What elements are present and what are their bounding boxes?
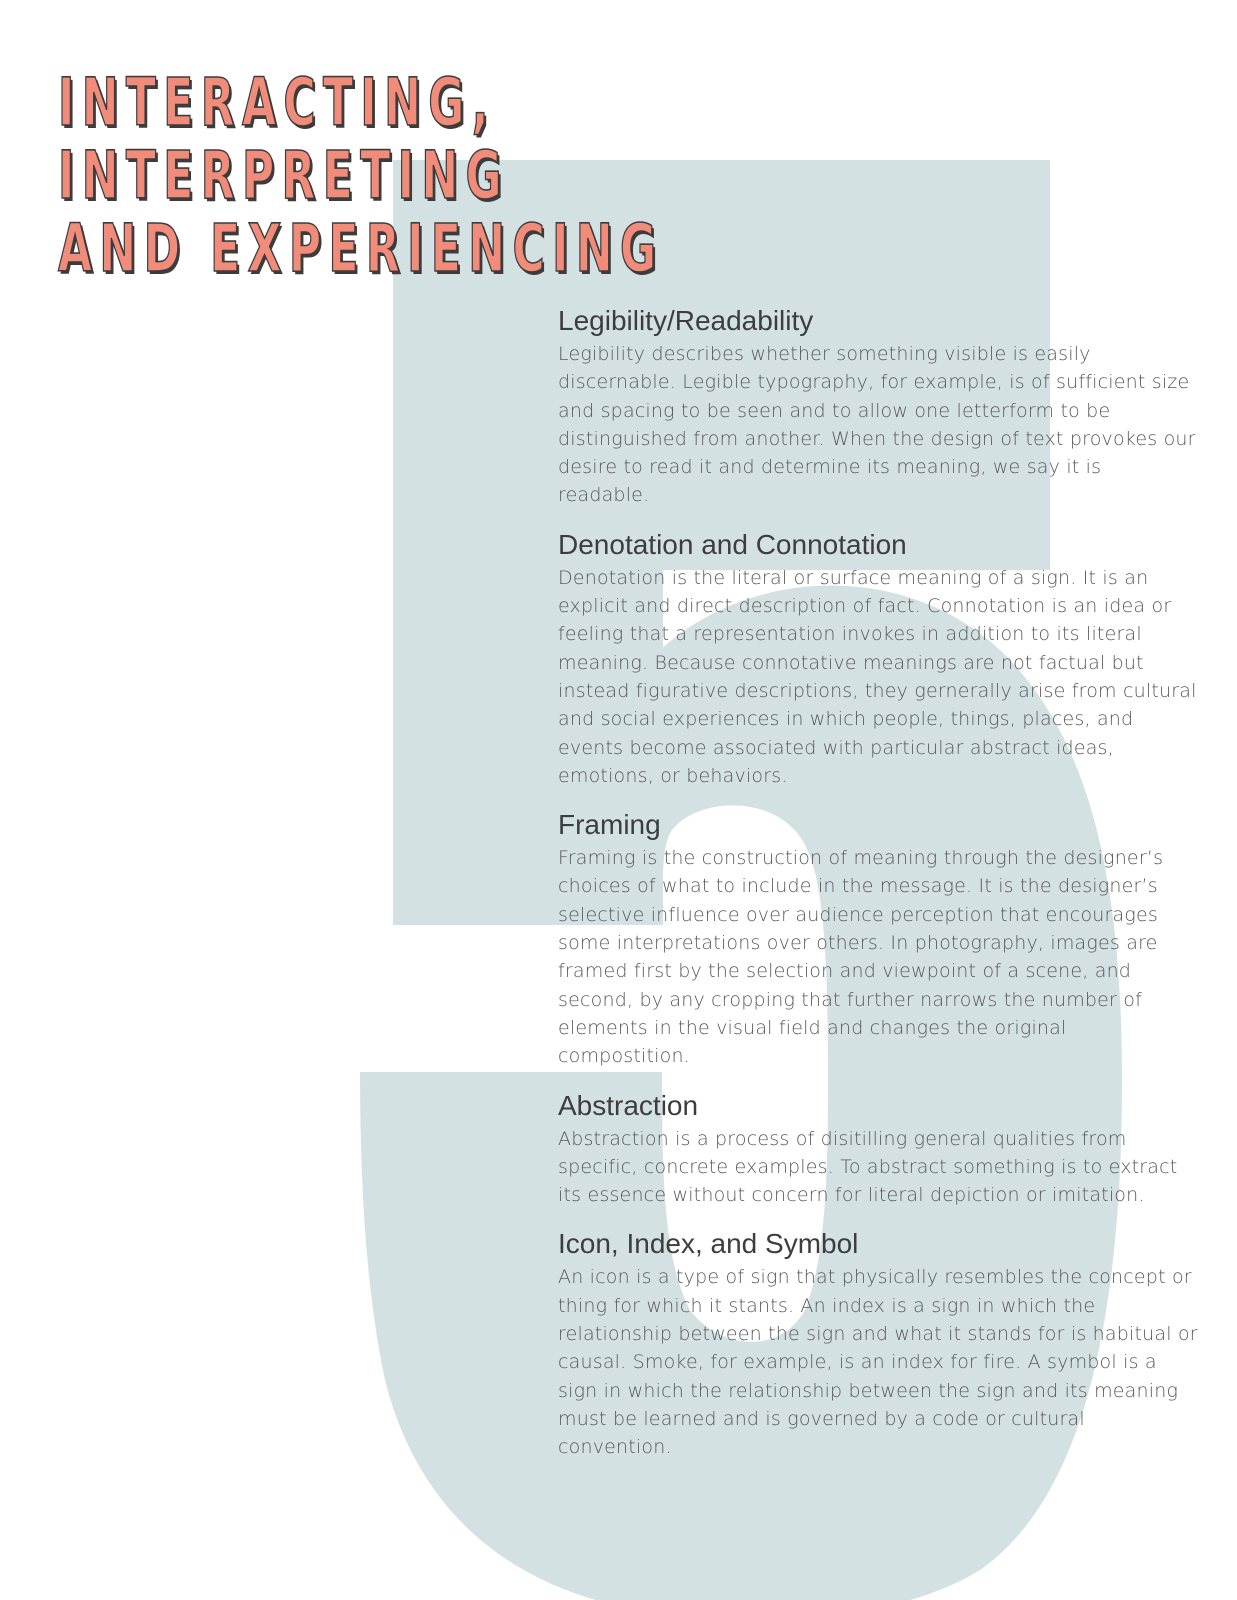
page-title — [58, 66, 663, 285]
section-heading: Legibility/Readability — [558, 305, 814, 336]
section-denotation-connotation — [558, 529, 1198, 790]
title-line-2: INTERPRETING — [58, 137, 509, 214]
section-body: Legibility describes whether something visible is easily discernable. Legible typography, for example, is of sufficient size and spacing to be seen and to allow one letterform to be distinguished from another. When the design of text provokes our desire to read it and determine its meaning, we say it is readable. — [558, 343, 1196, 507]
section-body: Abstraction is a process of disitilling general qualities from specific, concrete examples. To abstract something is to extract its essence without concern for literal depiction or imitation. — [558, 1127, 1178, 1207]
section-legibility — [558, 305, 1198, 510]
section-heading: Icon, Index, and Symbol — [558, 1228, 859, 1260]
section-heading: Denotation and Connotation — [558, 528, 907, 560]
section-heading: Framing — [558, 809, 661, 841]
title-line-3: AND EXPERIENCING — [58, 210, 664, 287]
glossary-content — [558, 305, 1198, 1481]
section-body: An icon is a type of sign that physically resembles the concept or thing for which it stants. An index is a sign in which the relationship between the sign and what it stands for is habitual or causal. Smoke, for example, is an index for fire. A symbol is a sign in which the relationship between the sign and its meaning must be learned and is governed by a code or cultural convention. — [558, 1266, 1198, 1459]
section-icon-index-symbol — [558, 1228, 1198, 1461]
section-body: Framing is the construction of meaning through the designer’s choices of what to include in the message. It is the designer’s selective influence over audience perception that encourages some interpretations over others. In photography, images are framed first by the selection and viewpoint of a scene, and second, by any cropping that further narrows the number of elements in the visual field and changes the original compostition. — [558, 847, 1164, 1068]
section-body: Denotation is the literal or surface meaning of a sign. It is an explicit and direct description of fact. Connotation is an idea or feeling that a representation invokes in addition to its literal meaning. Because connotative meanings are not factual but instead figurative descriptions, they gernerally arise from cultural and social experiences in which people, things, places, and events become associated with particular abstract ideas, emotions, or behaviors. — [558, 566, 1197, 787]
title-line-1: INTERACTING, — [58, 64, 496, 141]
section-heading: Abstraction — [558, 1089, 699, 1121]
section-framing — [558, 809, 1198, 1070]
section-abstraction — [558, 1090, 1198, 1210]
